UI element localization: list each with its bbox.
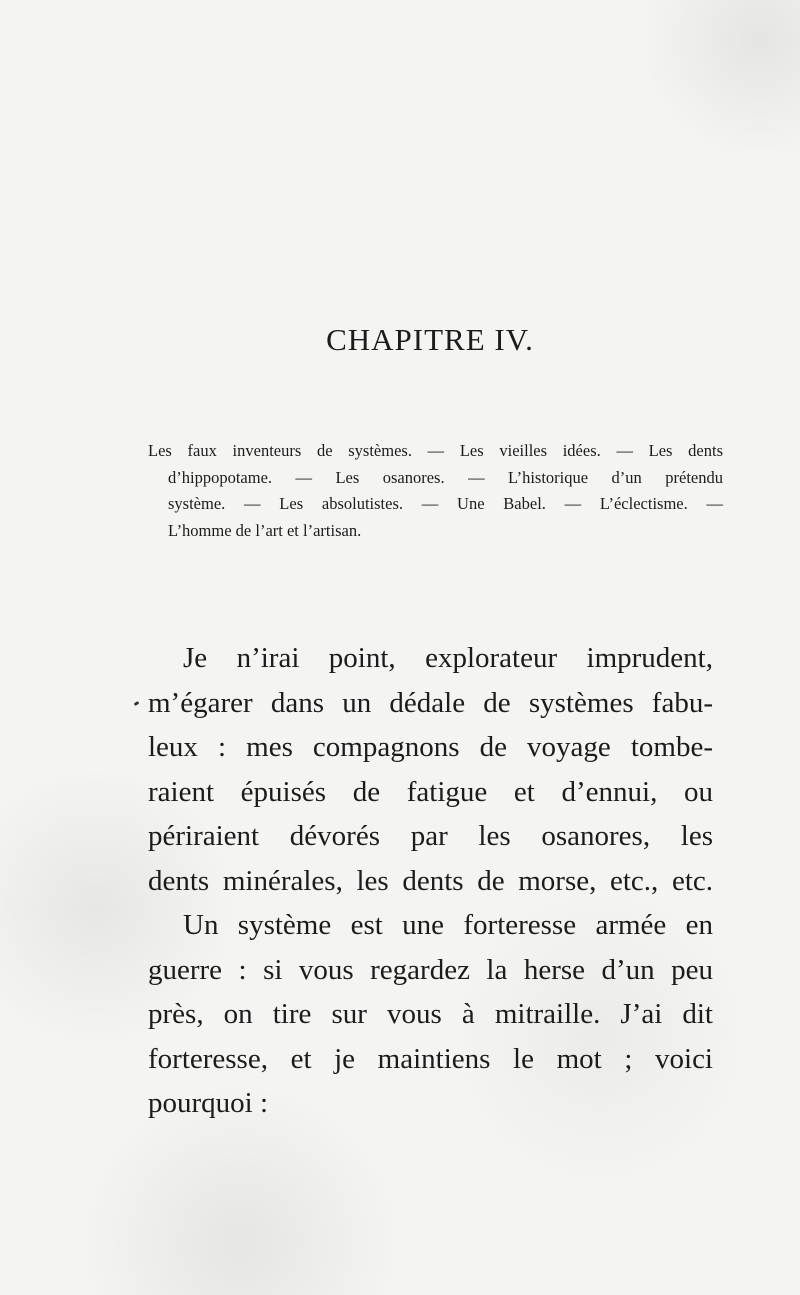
body-text [148, 636, 713, 1126]
chapter-summary [148, 438, 723, 544]
body-line: m’égarer dans un dédale de systèmes fabu- [148, 686, 713, 719]
summary-line: Les faux inventeurs de systèmes. — Les vieilles idées. — Les dents [148, 441, 723, 460]
body-line: raient épuisés de fatigue et d’ennui, ou [148, 775, 713, 808]
summary-line: L’homme de l’art et l’artisan. [168, 520, 362, 540]
chapter-title: CHAPITRE IV. [326, 322, 534, 357]
summary-line: système. — Les absolutistes. — Une Babel. — L’éclectisme. — [168, 494, 723, 513]
body-line: leux : mes compagnons de voyage tombe- [148, 731, 713, 763]
body-line: pourquoi : [148, 1087, 269, 1119]
body-line: dents minérales, les dents de morse, etc., etc. [148, 864, 713, 897]
body-line: près, on tire sur vous à mitraille. J’ai dit [148, 998, 713, 1030]
summary-line: d’hippopotame. — Les osanores. — L’historique d’un prétendu [168, 467, 723, 487]
ink-mark [134, 701, 140, 706]
body-line: forteresse, et je maintiens le mot ; voici [148, 1042, 713, 1075]
body-line: périraient dévorés par les osanores, les [148, 820, 713, 852]
body-line: Je n’irai point, explorateur imprudent, [183, 642, 713, 674]
body-line: guerre : si vous regardez la herse d’un peu [148, 953, 713, 986]
body-line: Un système est une forteresse armée en [183, 909, 713, 941]
